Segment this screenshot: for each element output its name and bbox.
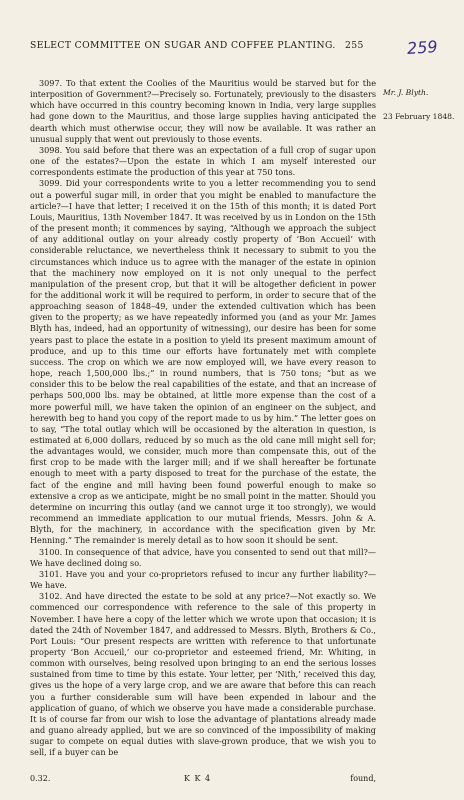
running-header — [30, 40, 364, 51]
witness-sidenote: Mr. J. Blyth. — [383, 88, 429, 97]
paragraph-3100: 3100. In consequence of that advice, have you consented to send out that mill?—We have declined doing so. — [30, 546, 376, 568]
paragraph-3099: 3099. Did your correspondents write to you a letter recommending you to send out a powerful sugar mill, in order that you might be enabled to manufacture the article?—I have that letter; I received it on the 15th of this month; it is dated Port Louis, Mauritius, 13th November 1847. It was received by us in London on the 15th of the present month; it commences by saying, “Although we approach the subject of any additional outlay on your already costly property of ‘Bon Accueil’ with considerable reluctance, we nevertheless think it necessary to submit to you the circumstances which induce us to agree with the manager of the estate in opinion that the machinery now employed on it is not only unequal to the perfect manipulation of the present crop, but that it will be altogether deficient in power for the additional work it will be required to perform, in order to secure that of the approaching season of 1848–49, under the extended cultivation which has been given to the property; as we have repeatedly informed you (and as your Mr. James Blyth has, indeed, had an opportunity of witnessing), our desire has been for some years past to place the estate in a position to yield its present maximum amount of produce, and up to this time our efforts have fortunately met with complete success. The crop on which we are now employed will, we have every reason to hope, reach 1,500,000 lbs.;” in round numbers, that is 750 tons; “but as we consider this to be below the real capabilities of the estate, and that an increase of perhaps 500,000 lbs. may be obtained, at little more expense than the cost of a more powerful mill, we have taken the opinion of an engineer on the subject, and herewith beg to hand you copy of the report made to us by him.” The letter goes on to say, “The total outlay which will be occasioned by the alteration in question, is estimated at 6,000 dollars, reduced by so much as the old cane mill might sell for; the advantages would, we consider, much more than compensate this, out of the first crop to be made with the larger mill; and if we shall hereafter be fortunate enough to meet with a party disposed to treat for the purchase of the estate, the fact of the engine and mill having been found powerful enough to make so extensive a crop as we anticipate, might be no small point in the matter. Should you determine on incurring this outlay (and we cannot urge it too strongly), we would recommend an immediate application to our mutual friends, Messrs. John & A. Blyth, for the machinery, in accordance with the specification given by Mr. Henning.” The remainder is merely detail as to how soon it should be sent. — [30, 178, 376, 546]
signature-number: 0.32. — [30, 774, 51, 783]
paragraph-3097: 3097. To that extent the Coolies of the Mauritius would be starved but for the interposition of Government?—Precisely so. Fortunately, previously to the disasters which have occurred in this country becoming known in India, very large supplies had gone down to the Mauritius, and those large supplies having anticipated the dearth which must otherwise occur, they will now be available. It was rather an unusual supply that went out previously to those events. — [30, 78, 376, 144]
catchword: found, — [350, 774, 376, 783]
paragraph-3102: 3102. And have directed the estate to be sold at any price?—Not exactly so. We commenced our correspondence with reference to the sale of this property in November. I have here a copy of the letter which we wrote upon that occasion; it is dated the 24th of November 1847, and addressed to Messrs. Blyth, Brothers & Co., Port Louis: “Our present respects are written with reference to that unfortunate property ‘Bon Accueil,’ our co-proprietor and esteemed friend, Mr. Whiting, in common with ourselves, being resolved upon bringing to an end the serious losses sustained from time to time by this estate. Your letter, per ‘Nith,’ received this day, gives us the hope of a very large crop, and we are aware that before this can reach you a further considerable sum will have been expended in labour and the application of guano, of which we observe you have made a considerable purchase. It is of course far from our wish to lose the advantage of plantations already made and guano already applied, but we are so convinced of the impossibility of making sugar to compete on equal duties with slave-grown produce, that we wish you to sell, if a buyer can be — [30, 591, 376, 758]
body-text — [30, 78, 376, 759]
header-title: SELECT COMMITTEE ON SUGAR AND COFFEE PLANTING. — [30, 40, 336, 51]
paragraph-3101: 3101. Have you and your co-proprietors refused to incur any further liability?—We have. — [30, 568, 376, 591]
signature-mark: K K 4 — [184, 774, 212, 783]
handwritten-folio-number: 259 — [406, 36, 439, 59]
date-sidenote: 23 February 1848. — [383, 112, 455, 121]
page-number: 255 — [345, 40, 364, 51]
paragraph-3098: 3098. You said before that there was an expectation of a full crop of sugar upon one of the estates?—Upon the estate in which I am myself interested our correspondents estimate the production of this year at 750 tons. — [30, 144, 376, 178]
